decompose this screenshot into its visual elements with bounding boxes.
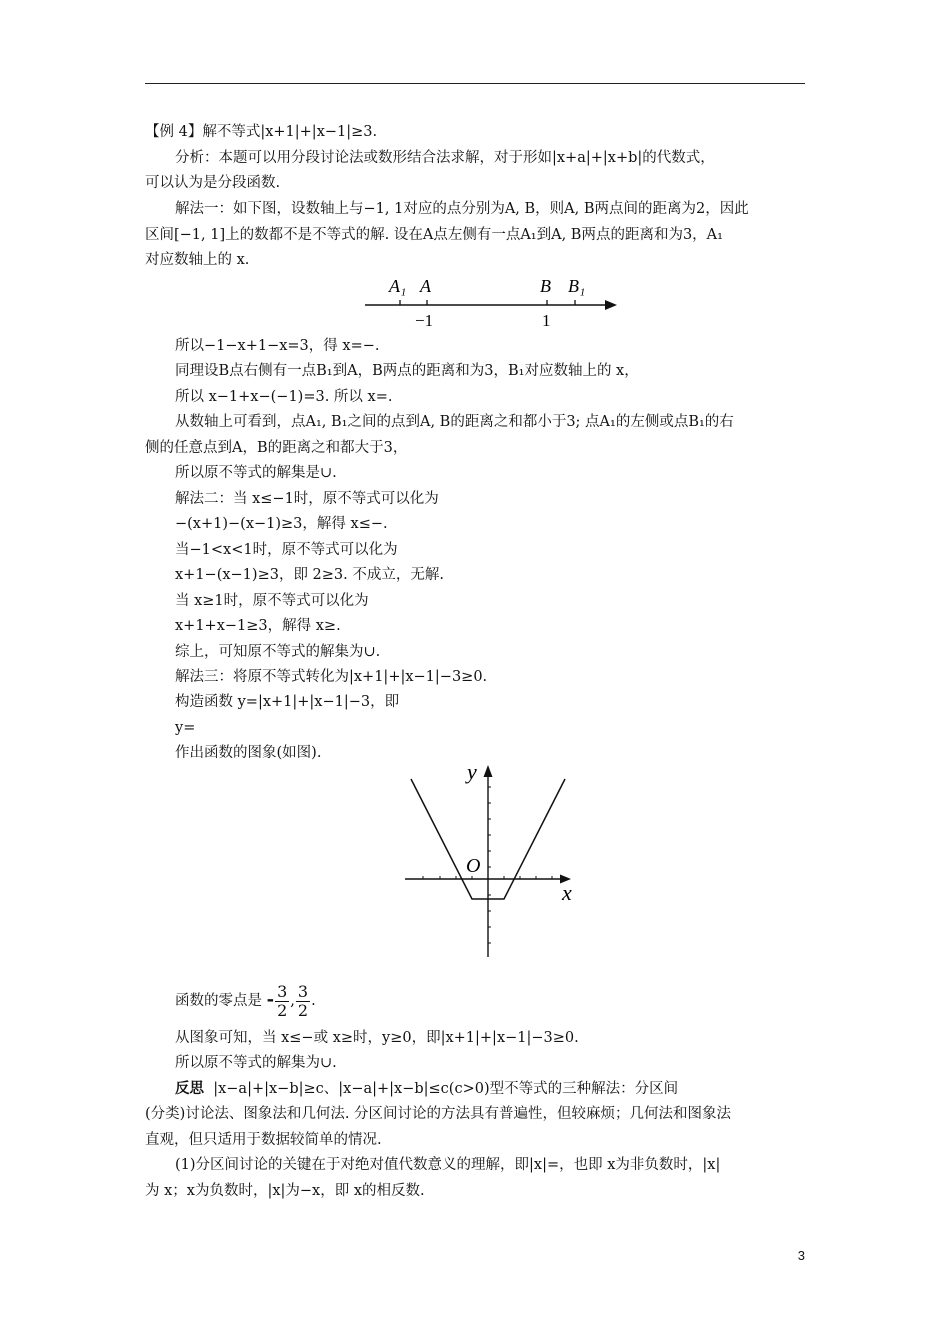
method2-line-2: −(x+1)−(x−1)≥3，解得 x≤−. bbox=[175, 516, 388, 532]
method3-line-6: 从图象可知，当 x≤−或 x≥时，y≥0，即|x+1|+|x−1|−3≥0. bbox=[175, 1030, 579, 1046]
zeros-line bbox=[175, 980, 316, 1021]
zeros-prefix: 函数的零点是 bbox=[175, 993, 262, 1009]
method2-line-5: 当 x≥1时，原不等式可以化为 bbox=[175, 593, 369, 609]
method1-line-5: 同理设B点右侧有一点B₁到A，B两点的距离和为3，B₁对应数轴上的 x， bbox=[175, 363, 639, 379]
analysis-line-2: 可以认为是分段函数. bbox=[145, 175, 281, 191]
method2-line-1: 解法二：当 x≤−1时，原不等式可以化为 bbox=[175, 491, 439, 507]
function-graph bbox=[395, 757, 595, 962]
reflection-label: 反思 bbox=[175, 1080, 204, 1097]
method3-line-4: 作出函数的图象(如图). bbox=[175, 745, 322, 761]
y-axis-arrow-icon bbox=[484, 765, 493, 777]
zeros-period: . bbox=[311, 993, 316, 1009]
reflection-text: |x−a|+|x−b|≥c、|x−a|+|x−b|≤c(c>0)型不等式的三种解法：分区间 bbox=[213, 1081, 679, 1097]
method3-line-1: 解法三：将原不等式转化为|x+1|+|x−1|−3≥0. bbox=[175, 669, 488, 685]
method1-line-1: 解法一：如下图，设数轴上与−1, 1对应的点分别为A, B，则A, B两点间的距离为2，因此 bbox=[175, 201, 749, 217]
zero-fraction-2: $\frac{3}{2}$ bbox=[297, 981, 309, 1020]
method3-line-2: 构造函数 y=|x+1|+|x−1|−3，即 bbox=[175, 694, 400, 710]
label-a1: A₁ bbox=[389, 276, 407, 296]
x-axis-label: x bbox=[562, 880, 572, 905]
y-axis-label: y bbox=[467, 759, 477, 784]
example-title: 【例 4】解不等式|x+1|+|x−1|≥3. bbox=[145, 124, 378, 140]
label-b1: B₁ bbox=[568, 276, 586, 296]
zeros-minus-sign: - bbox=[266, 989, 275, 1010]
method2-line-7: 综上，可知原不等式的解集为∪. bbox=[175, 644, 381, 660]
method1-line-9: 所以原不等式的解集是∪. bbox=[175, 465, 337, 481]
axis-arrow-icon bbox=[605, 300, 617, 310]
method1-line-6: 所以 x−1+x−(−1)=3. 所以 x=. bbox=[175, 389, 393, 405]
reflection-line-3: 直观，但只适用于数据较简单的情况. bbox=[145, 1132, 382, 1148]
method2-line-4: x+1−(x−1)≥3，即 2≥3. 不成立，无解. bbox=[175, 567, 444, 583]
tick-label-one: 1 bbox=[542, 311, 551, 330]
method2-line-3: 当−1<x<1时，原不等式可以化为 bbox=[175, 542, 398, 558]
method2-line-6: x+1+x−1≥3，解得 x≥. bbox=[175, 618, 341, 634]
label-a: A bbox=[420, 276, 431, 296]
reflection-line-4: (1)分区间讨论的关键在于对绝对值代数意义的理解，即|x|=，也即 x为非负数时，|x| bbox=[175, 1157, 721, 1173]
method3-line-3: y= bbox=[175, 720, 196, 736]
reflection-line-1 bbox=[175, 1079, 678, 1099]
method1-line-8: 侧的任意点到A，B的距离之和都大于3， bbox=[145, 440, 408, 456]
tick-label-neg-one: −1 bbox=[415, 311, 434, 330]
zeros-comma: , bbox=[290, 993, 295, 1009]
method1-line-4: 所以−1−x+1−x=3，得 x=−. bbox=[175, 338, 380, 354]
reflection-line-2: (分类)讨论法、图象法和几何法. 分区间讨论的方法具有普遍性，但较麻烦；几何法和图象法 bbox=[145, 1106, 732, 1122]
method1-line-2: 区间[−1, 1]上的数都不是不等式的解. 设在A点左侧有一点A₁到A, B两点的距离和为3，A₁ bbox=[145, 227, 723, 243]
origin-label: O bbox=[466, 855, 481, 877]
method1-line-3: 对应数轴上的 x. bbox=[145, 252, 250, 268]
label-b: B bbox=[540, 276, 551, 296]
analysis-line-1: 分析：本题可以用分段讨论法或数形结合法求解，对于形如|x+a|+|x+b|的代数式， bbox=[175, 150, 715, 166]
reflection-line-5: 为 x；x为负数时，|x|为−x，即 x的相反数. bbox=[145, 1183, 425, 1199]
method1-line-7: 从数轴上可看到，点A₁, B₁之间的点到A, B的距离之和都小于3; 点A₁的左侧或点B₁的右 bbox=[175, 414, 734, 430]
method3-line-7: 所以原不等式的解集为∪. bbox=[175, 1055, 337, 1071]
zero-fraction-1: $\frac{3}{2}$ bbox=[277, 981, 288, 1020]
header-rule bbox=[145, 83, 805, 84]
page-number: 3 bbox=[797, 1248, 805, 1263]
number-line-diagram bbox=[355, 270, 625, 332]
